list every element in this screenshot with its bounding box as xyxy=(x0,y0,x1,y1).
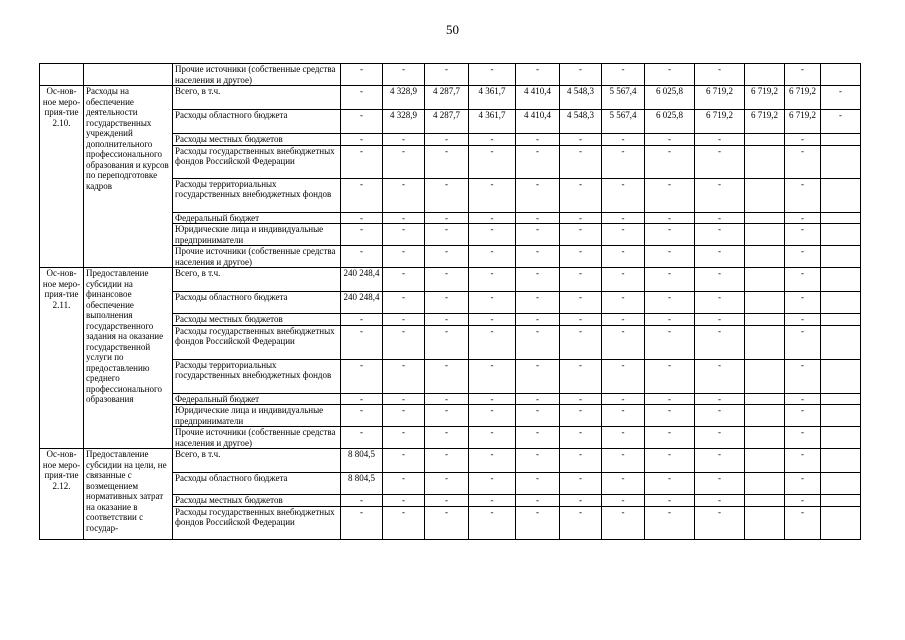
value-cell: - xyxy=(469,495,516,507)
value-cell: 4 328,9 xyxy=(383,86,425,110)
value-cell: - xyxy=(383,134,425,146)
value-cell: - xyxy=(341,314,383,326)
value-cell: - xyxy=(645,314,695,326)
value-cell: 4 328,9 xyxy=(383,110,425,134)
value-cell: - xyxy=(695,292,745,314)
value-cell xyxy=(745,178,785,212)
event-name-cell: Расходы на обеспечение деятельности государственных учреждений дополнительного профессионального образования и курсов по переподготовке кадров xyxy=(84,86,173,268)
value-cell: - xyxy=(425,393,469,405)
value-cell xyxy=(745,449,785,473)
funding-source-cell: Федеральный бюджет xyxy=(173,393,341,405)
value-cell: - xyxy=(383,145,425,178)
value-cell: - xyxy=(425,292,469,314)
value-cell: - xyxy=(383,393,425,405)
funding-source-cell: Прочие источники (собственные средства населения и другое) xyxy=(173,427,341,449)
value-cell: - xyxy=(602,212,645,224)
value-cell: - xyxy=(516,246,560,268)
value-cell: - xyxy=(469,314,516,326)
value-cell: - xyxy=(469,292,516,314)
value-cell: 4 361,7 xyxy=(469,86,516,110)
value-cell: - xyxy=(645,178,695,212)
value-cell: - xyxy=(602,473,645,495)
event-name-cell xyxy=(84,64,173,86)
value-cell: - xyxy=(425,64,469,86)
value-cell xyxy=(821,314,861,326)
value-cell: - xyxy=(695,64,745,86)
value-cell: - xyxy=(425,212,469,224)
value-cell: - xyxy=(425,359,469,393)
value-cell: - xyxy=(425,246,469,268)
value-cell xyxy=(821,134,861,146)
value-cell: 6 719,2 xyxy=(745,86,785,110)
value-cell xyxy=(821,449,861,473)
table-row xyxy=(40,268,861,292)
value-cell: - xyxy=(560,178,602,212)
value-cell: - xyxy=(341,212,383,224)
funding-source-cell: Юридические лица и индивидуальные предприниматели xyxy=(173,405,341,427)
value-cell: - xyxy=(695,134,745,146)
value-cell: - xyxy=(469,64,516,86)
value-cell: - xyxy=(341,495,383,507)
value-cell xyxy=(821,473,861,495)
value-cell xyxy=(821,427,861,449)
value-cell: 4 410,4 xyxy=(516,86,560,110)
value-cell: - xyxy=(425,495,469,507)
value-cell: - xyxy=(516,506,560,539)
value-cell xyxy=(821,224,861,246)
value-cell: - xyxy=(560,393,602,405)
value-cell: 6 719,2 xyxy=(695,86,745,110)
funding-source-cell: Расходы местных бюджетов xyxy=(173,495,341,507)
value-cell: - xyxy=(695,405,745,427)
value-cell: 5 567,4 xyxy=(602,86,645,110)
value-cell: - xyxy=(469,212,516,224)
value-cell: 4 287,7 xyxy=(425,110,469,134)
value-cell: 6 719,2 xyxy=(785,110,821,134)
value-cell: - xyxy=(560,359,602,393)
value-cell: - xyxy=(341,246,383,268)
value-cell: - xyxy=(383,506,425,539)
value-cell: - xyxy=(560,495,602,507)
funding-source-cell: Прочие источники (собственные средства населения и другое) xyxy=(173,64,341,86)
value-cell xyxy=(745,292,785,314)
value-cell: - xyxy=(341,145,383,178)
value-cell: - xyxy=(560,246,602,268)
value-cell: - xyxy=(341,86,383,110)
value-cell: - xyxy=(785,212,821,224)
value-cell xyxy=(821,268,861,292)
value-cell: 6 719,2 xyxy=(695,110,745,134)
value-cell: - xyxy=(785,246,821,268)
value-cell: - xyxy=(425,178,469,212)
value-cell: - xyxy=(516,292,560,314)
value-cell: - xyxy=(785,314,821,326)
value-cell: - xyxy=(785,325,821,359)
value-cell: - xyxy=(341,427,383,449)
value-cell: - xyxy=(516,449,560,473)
value-cell: - xyxy=(560,325,602,359)
value-cell: - xyxy=(383,405,425,427)
value-cell: - xyxy=(560,64,602,86)
value-cell: - xyxy=(602,393,645,405)
value-cell: - xyxy=(695,393,745,405)
value-cell: - xyxy=(602,314,645,326)
value-cell: - xyxy=(602,268,645,292)
value-cell: - xyxy=(560,506,602,539)
funding-source-cell: Расходы областного бюджета xyxy=(173,110,341,134)
value-cell: - xyxy=(560,134,602,146)
value-cell: - xyxy=(383,449,425,473)
value-cell xyxy=(745,268,785,292)
value-cell: - xyxy=(785,134,821,146)
value-cell: - xyxy=(469,359,516,393)
value-cell: - xyxy=(785,268,821,292)
value-cell: - xyxy=(602,145,645,178)
value-cell: - xyxy=(785,405,821,427)
funding-source-cell: Расходы территориальных государственных внебюджетных фондов xyxy=(173,359,341,393)
value-cell: - xyxy=(560,473,602,495)
funding-source-cell: Расходы государственных внебюджетных фондов Российской Федерации xyxy=(173,325,341,359)
value-cell: - xyxy=(425,325,469,359)
value-cell: - xyxy=(602,64,645,86)
table-row xyxy=(40,449,861,473)
value-cell: - xyxy=(645,473,695,495)
value-cell: - xyxy=(341,224,383,246)
value-cell xyxy=(745,224,785,246)
value-cell xyxy=(821,393,861,405)
value-cell: - xyxy=(695,268,745,292)
value-cell: - xyxy=(785,449,821,473)
value-cell: - xyxy=(785,427,821,449)
value-cell: - xyxy=(602,178,645,212)
value-cell: - xyxy=(516,473,560,495)
value-cell: - xyxy=(469,224,516,246)
value-cell xyxy=(745,134,785,146)
event-name-cell: Предоставление субсидии на цели, не связанные с возмещением нормативных затрат на оказание в соответствии с государ- xyxy=(84,449,173,540)
value-cell: - xyxy=(695,495,745,507)
value-cell xyxy=(745,405,785,427)
value-cell: - xyxy=(560,314,602,326)
value-cell: - xyxy=(383,292,425,314)
value-cell: - xyxy=(425,405,469,427)
value-cell: - xyxy=(560,427,602,449)
value-cell: - xyxy=(821,86,861,110)
value-cell: - xyxy=(785,393,821,405)
value-cell: - xyxy=(516,212,560,224)
value-cell: - xyxy=(560,224,602,246)
value-cell: - xyxy=(425,224,469,246)
value-cell: - xyxy=(695,246,745,268)
value-cell: - xyxy=(695,178,745,212)
value-cell: - xyxy=(469,405,516,427)
value-cell xyxy=(745,495,785,507)
value-cell xyxy=(821,292,861,314)
value-cell: 4 410,4 xyxy=(516,110,560,134)
value-cell: - xyxy=(341,393,383,405)
event-number-cell: Ос-нов-ное меро-прия-тие 2.10. xyxy=(40,86,84,268)
value-cell xyxy=(745,212,785,224)
value-cell xyxy=(821,495,861,507)
event-number-cell xyxy=(40,64,84,86)
value-cell: 4 361,7 xyxy=(469,110,516,134)
event-number-cell: Ос-нов-ное меро-прия-тие 2.12. xyxy=(40,449,84,540)
value-cell: - xyxy=(602,506,645,539)
funding-source-cell: Расходы государственных внебюджетных фондов Российской Федерации xyxy=(173,506,341,539)
value-cell: - xyxy=(602,224,645,246)
value-cell: 8 804,5 xyxy=(341,449,383,473)
value-cell: - xyxy=(602,495,645,507)
value-cell: - xyxy=(469,268,516,292)
value-cell: - xyxy=(785,145,821,178)
value-cell: - xyxy=(695,449,745,473)
value-cell: - xyxy=(516,359,560,393)
value-cell: - xyxy=(645,224,695,246)
funding-source-cell: Всего, в т.ч. xyxy=(173,449,341,473)
value-cell: - xyxy=(785,64,821,86)
value-cell: - xyxy=(341,405,383,427)
value-cell: - xyxy=(602,292,645,314)
value-cell xyxy=(745,246,785,268)
funding-source-cell: Прочие источники (собственные средства населения и другое) xyxy=(173,246,341,268)
value-cell: - xyxy=(341,325,383,359)
value-cell: - xyxy=(469,246,516,268)
value-cell: 240 248,4 xyxy=(341,292,383,314)
value-cell: - xyxy=(645,64,695,86)
funding-source-cell: Всего, в т.ч. xyxy=(173,86,341,110)
value-cell: - xyxy=(516,145,560,178)
funding-source-cell: Расходы государственных внебюджетных фондов Российской Федерации xyxy=(173,145,341,178)
value-cell: - xyxy=(469,393,516,405)
value-cell: - xyxy=(821,110,861,134)
value-cell: - xyxy=(383,178,425,212)
value-cell: - xyxy=(425,473,469,495)
value-cell: - xyxy=(516,495,560,507)
value-cell: - xyxy=(695,359,745,393)
value-cell xyxy=(745,359,785,393)
value-cell: 6 719,2 xyxy=(785,86,821,110)
value-cell: - xyxy=(695,224,745,246)
value-cell: - xyxy=(516,134,560,146)
value-cell: - xyxy=(383,268,425,292)
value-cell xyxy=(821,145,861,178)
value-cell xyxy=(821,359,861,393)
value-cell: - xyxy=(341,506,383,539)
value-cell: - xyxy=(695,314,745,326)
value-cell: - xyxy=(645,449,695,473)
value-cell: - xyxy=(695,427,745,449)
value-cell: - xyxy=(516,314,560,326)
value-cell: - xyxy=(383,314,425,326)
value-cell xyxy=(745,506,785,539)
value-cell: - xyxy=(785,473,821,495)
value-cell: - xyxy=(469,449,516,473)
value-cell: - xyxy=(425,145,469,178)
value-cell xyxy=(821,212,861,224)
value-cell xyxy=(821,506,861,539)
value-cell xyxy=(821,325,861,359)
value-cell: - xyxy=(516,393,560,405)
value-cell: 6 025,8 xyxy=(645,110,695,134)
value-cell: - xyxy=(602,405,645,427)
value-cell: - xyxy=(602,427,645,449)
value-cell: - xyxy=(383,325,425,359)
value-cell: 5 567,4 xyxy=(602,110,645,134)
value-cell: - xyxy=(602,325,645,359)
funding-source-cell: Расходы территориальных государственных внебюджетных фондов xyxy=(173,178,341,212)
value-cell: 6 025,8 xyxy=(645,86,695,110)
value-cell: - xyxy=(560,268,602,292)
value-cell xyxy=(745,145,785,178)
value-cell: - xyxy=(785,495,821,507)
value-cell: - xyxy=(469,427,516,449)
value-cell: - xyxy=(469,178,516,212)
value-cell xyxy=(745,325,785,359)
value-cell: - xyxy=(383,495,425,507)
funding-source-cell: Юридические лица и индивидуальные предприниматели xyxy=(173,224,341,246)
value-cell: - xyxy=(383,427,425,449)
event-name-cell: Предоставление субсидии на финансовое обеспечение выполнения государственного задания на оказание государственной услуги по предоставлению среднего профессионального образования xyxy=(84,268,173,449)
value-cell: - xyxy=(785,224,821,246)
budget-table xyxy=(39,63,861,540)
value-cell: - xyxy=(602,246,645,268)
value-cell: - xyxy=(425,506,469,539)
value-cell: 240 248,4 xyxy=(341,268,383,292)
value-cell: - xyxy=(516,405,560,427)
value-cell: - xyxy=(425,314,469,326)
value-cell: - xyxy=(425,449,469,473)
value-cell: - xyxy=(695,473,745,495)
value-cell: - xyxy=(560,405,602,427)
value-cell: - xyxy=(383,359,425,393)
value-cell: - xyxy=(469,325,516,359)
value-cell xyxy=(821,64,861,86)
value-cell: 4 548,3 xyxy=(560,86,602,110)
value-cell: - xyxy=(602,134,645,146)
funding-source-cell: Расходы областного бюджета xyxy=(173,473,341,495)
page-number: 50 xyxy=(446,22,459,37)
value-cell: - xyxy=(785,506,821,539)
value-cell xyxy=(745,64,785,86)
value-cell: - xyxy=(516,224,560,246)
value-cell xyxy=(745,314,785,326)
funding-source-cell: Расходы областного бюджета xyxy=(173,292,341,314)
value-cell: - xyxy=(645,427,695,449)
value-cell: - xyxy=(425,427,469,449)
value-cell xyxy=(745,473,785,495)
funding-source-cell: Расходы местных бюджетов xyxy=(173,314,341,326)
table-row xyxy=(40,86,861,110)
event-number-cell: Ос-нов-ное меро-прия-тие 2.11. xyxy=(40,268,84,449)
value-cell: - xyxy=(645,359,695,393)
value-cell: - xyxy=(645,145,695,178)
value-cell: - xyxy=(785,178,821,212)
value-cell: - xyxy=(560,292,602,314)
value-cell: - xyxy=(469,145,516,178)
value-cell: 4 548,3 xyxy=(560,110,602,134)
value-cell: - xyxy=(602,359,645,393)
value-cell: - xyxy=(425,268,469,292)
value-cell: - xyxy=(516,325,560,359)
value-cell xyxy=(745,393,785,405)
value-cell: - xyxy=(560,449,602,473)
value-cell: - xyxy=(645,212,695,224)
value-cell: - xyxy=(645,246,695,268)
value-cell: - xyxy=(383,473,425,495)
value-cell: - xyxy=(645,405,695,427)
value-cell: 4 287,7 xyxy=(425,86,469,110)
value-cell: - xyxy=(695,325,745,359)
value-cell: - xyxy=(341,64,383,86)
value-cell: - xyxy=(645,325,695,359)
value-cell xyxy=(821,178,861,212)
value-cell: - xyxy=(383,64,425,86)
value-cell: - xyxy=(469,506,516,539)
value-cell: - xyxy=(695,212,745,224)
value-cell xyxy=(821,405,861,427)
value-cell: - xyxy=(383,212,425,224)
value-cell: - xyxy=(645,292,695,314)
value-cell: - xyxy=(341,178,383,212)
value-cell: - xyxy=(383,246,425,268)
value-cell xyxy=(821,246,861,268)
value-cell: - xyxy=(469,134,516,146)
value-cell: - xyxy=(469,473,516,495)
value-cell: - xyxy=(341,134,383,146)
funding-source-cell: Всего, в т.ч. xyxy=(173,268,341,292)
value-cell: - xyxy=(383,224,425,246)
value-cell: 8 804,5 xyxy=(341,473,383,495)
value-cell: - xyxy=(516,178,560,212)
value-cell: - xyxy=(645,495,695,507)
value-cell: - xyxy=(341,359,383,393)
value-cell: - xyxy=(695,145,745,178)
value-cell xyxy=(745,427,785,449)
value-cell: - xyxy=(645,506,695,539)
funding-source-cell: Расходы местных бюджетов xyxy=(173,134,341,146)
value-cell: - xyxy=(516,268,560,292)
value-cell: - xyxy=(425,134,469,146)
value-cell: - xyxy=(785,292,821,314)
table-row xyxy=(40,64,861,86)
value-cell: - xyxy=(645,268,695,292)
value-cell: - xyxy=(645,134,695,146)
value-cell: - xyxy=(560,212,602,224)
value-cell: - xyxy=(341,110,383,134)
value-cell: 6 719,2 xyxy=(745,110,785,134)
value-cell: - xyxy=(560,145,602,178)
value-cell: - xyxy=(516,427,560,449)
value-cell: - xyxy=(695,506,745,539)
value-cell: - xyxy=(645,393,695,405)
value-cell: - xyxy=(516,64,560,86)
value-cell: - xyxy=(785,359,821,393)
funding-source-cell: Федеральный бюджет xyxy=(173,212,341,224)
value-cell: - xyxy=(602,449,645,473)
